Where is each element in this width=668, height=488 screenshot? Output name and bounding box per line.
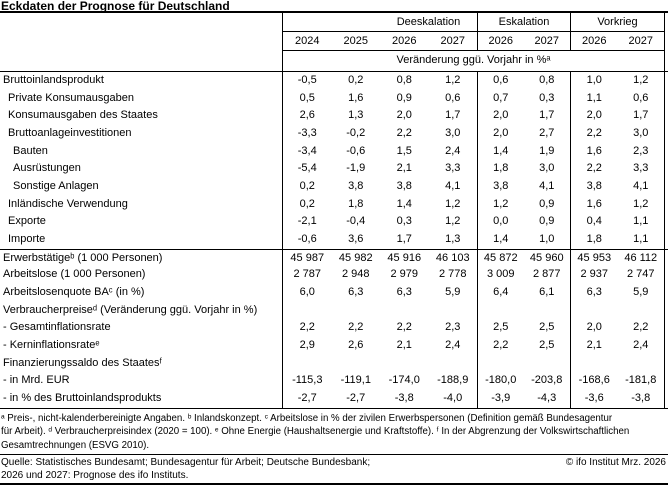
footnote-line: für Arbeit). ᵈ Verbraucherpreisindex (2020 = 100). ᵉ Ohne Energie (Haushaltsenergie und Kraftstoffe). ᶠ In der Abgrenzung der Volkswirtschaftlichen xyxy=(1,426,630,438)
scenario-header-row xyxy=(0,13,668,32)
table-row xyxy=(0,143,668,161)
value-cell xyxy=(618,355,666,373)
year-column-header: 2025 xyxy=(332,32,381,51)
value-cell: 45 953 xyxy=(570,250,618,267)
value-cell: 2,0 xyxy=(396,109,412,122)
value-cell: 1,5 xyxy=(396,144,412,157)
table-row xyxy=(0,372,668,390)
value-cell: 3,3 xyxy=(618,160,666,178)
value-cell: 0,4 xyxy=(570,213,618,231)
source-line: 2026 und 2027: Prognose des ifo Instituts. xyxy=(1,469,189,481)
value-cell: 4,1 xyxy=(539,180,555,193)
row-label: Inländische Verwendung xyxy=(0,196,283,214)
value-cell: 1,4 xyxy=(477,231,524,249)
year-column-header: 2024 xyxy=(283,32,332,51)
footnote-line: Gesamtrechnungen (ESVG 2010). xyxy=(1,439,150,451)
value-cell: 1,8 xyxy=(570,231,618,249)
value-cell: -188,9 xyxy=(437,374,469,387)
value-cell: 5,9 xyxy=(618,284,666,302)
value-cell: -180,0 xyxy=(477,372,524,390)
value-cell: 0,6 xyxy=(477,72,524,90)
row-label: Erwerbstätigeᵇ (1 000 Personen) xyxy=(0,250,283,267)
value-cell: 3,0 xyxy=(445,127,461,140)
table-row xyxy=(0,160,668,178)
header-label-spacer xyxy=(0,51,283,71)
table-row xyxy=(0,390,668,408)
bottom-rule xyxy=(0,483,668,485)
value-cell: -5,4 xyxy=(297,162,317,175)
value-cell: 2,4 xyxy=(445,339,461,352)
value-cell: 45 987 xyxy=(290,251,325,264)
value-cell: 45 960 xyxy=(529,251,564,264)
row-label: Finanzierungssaldo des Staatesᶠ xyxy=(0,355,283,373)
value-cell: 2,5 xyxy=(539,321,555,334)
source-block xyxy=(0,455,668,482)
value-cell: 1,4 xyxy=(477,143,524,161)
value-cell: -168,6 xyxy=(570,372,618,390)
unit-note: Veränderung ggü. Vorjahr in %ᵃ xyxy=(283,51,665,71)
value-cell xyxy=(477,302,524,320)
table-row xyxy=(0,125,668,143)
year-column-header: 2026 xyxy=(570,32,618,51)
value-cell: 0,2 xyxy=(348,74,364,86)
footnotes xyxy=(0,409,668,455)
value-cell: 0,3 xyxy=(539,91,555,104)
table-row xyxy=(0,284,668,302)
value-cell: -203,8 xyxy=(531,374,563,387)
value-cell: -181,8 xyxy=(618,372,666,390)
value-cell: 1,6 xyxy=(570,196,618,214)
value-cell: -3,4 xyxy=(297,144,317,157)
value-cell: 2,1 xyxy=(570,337,618,355)
value-cell: 3,3 xyxy=(445,162,461,175)
value-cell: 3,0 xyxy=(539,162,555,175)
value-cell: 3,8 xyxy=(570,178,618,196)
value-cell xyxy=(524,355,571,373)
table-row xyxy=(0,107,668,125)
value-cell xyxy=(570,355,618,373)
value-cell: -3,8 xyxy=(394,392,414,405)
value-cell: 1,1 xyxy=(570,90,618,108)
value-cell: 2,3 xyxy=(445,321,461,334)
value-cell: 0,0 xyxy=(477,213,524,231)
value-cell xyxy=(524,302,571,320)
value-cell: 0,8 xyxy=(539,74,555,86)
source-line: Quelle: Statistisches Bundesamt; Bundesagentur für Arbeit; Deutsche Bundesbank; xyxy=(1,456,371,468)
scenario-group-eskalation: Eskalation xyxy=(477,13,570,32)
row-label: - in Mrd. EUR xyxy=(0,372,283,390)
value-cell: 3,8 xyxy=(396,180,412,193)
table-row xyxy=(0,213,668,231)
scenario-group-deeskalation: Deeskalation xyxy=(283,13,477,32)
value-cell: 45 916 xyxy=(387,251,422,264)
year-column-header: 2027 xyxy=(429,32,478,51)
value-cell xyxy=(380,302,429,320)
table-row xyxy=(0,249,668,267)
value-cell: 6,3 xyxy=(570,284,618,302)
value-cell: 1,6 xyxy=(570,143,618,161)
value-cell: 2,4 xyxy=(618,337,666,355)
value-cell: 2,2 xyxy=(396,321,412,334)
value-cell xyxy=(618,302,666,320)
value-cell: 1,6 xyxy=(348,91,364,104)
row-label: Bruttoanlageinvestitionen xyxy=(0,125,283,143)
value-cell: 0,9 xyxy=(539,215,555,228)
value-cell: 2,2 xyxy=(570,125,618,143)
value-cell: 2,2 xyxy=(299,321,315,334)
value-cell: 2,7 xyxy=(539,127,555,140)
row-label: Ausrüstungen xyxy=(0,160,283,178)
value-cell: 1,2 xyxy=(618,196,666,214)
value-cell: 2,9 xyxy=(299,339,315,352)
value-cell: 0,8 xyxy=(396,74,412,86)
row-label: Arbeitslosenquote BAᶜ (in %) xyxy=(0,284,283,302)
value-cell: 5,9 xyxy=(445,286,461,299)
value-cell: 46 112 xyxy=(618,250,666,267)
value-cell: 2,2 xyxy=(348,321,364,334)
value-cell: 1,8 xyxy=(477,160,524,178)
value-cell: 1,1 xyxy=(618,231,666,249)
unit-note-row xyxy=(0,51,668,72)
value-cell xyxy=(332,355,381,373)
value-cell: 1,7 xyxy=(396,233,412,246)
copyright-note: © ifo Institut Mrz. 2026 xyxy=(565,456,666,468)
value-cell: 0,9 xyxy=(396,91,412,104)
value-cell: 2,2 xyxy=(396,127,412,140)
value-cell: -4,3 xyxy=(537,392,557,405)
value-cell: 2,5 xyxy=(539,339,555,352)
table-row xyxy=(0,337,668,355)
row-label: Sonstige Anlagen xyxy=(0,178,283,196)
value-cell: 3 009 xyxy=(477,266,524,284)
value-cell: 1,2 xyxy=(477,196,524,214)
value-cell: 0,2 xyxy=(299,180,315,193)
table-row xyxy=(0,266,668,284)
scenario-group-vorkrieg: Vorkrieg xyxy=(570,13,665,32)
table-row xyxy=(0,302,668,320)
year-column-header: 2026 xyxy=(380,32,429,51)
value-cell: 46 103 xyxy=(435,251,470,264)
value-cell: 1,3 xyxy=(445,233,461,246)
value-cell: 3,8 xyxy=(477,178,524,196)
value-cell: 45 872 xyxy=(477,250,524,267)
value-cell: -3,8 xyxy=(618,390,666,408)
value-cell: -2,7 xyxy=(297,392,317,405)
row-label: - Gesamtinflationsrate xyxy=(0,319,283,337)
value-cell: 2,6 xyxy=(299,109,315,122)
row-label: Verbraucherpreiseᵈ (Veränderung ggü. Vorjahr in %) xyxy=(0,302,283,320)
value-cell: 1,2 xyxy=(445,197,461,210)
value-cell: 2,0 xyxy=(477,125,524,143)
value-cell xyxy=(429,355,478,373)
value-cell: -0,6 xyxy=(297,233,317,246)
row-label: Exporte xyxy=(0,213,283,231)
years-header-row xyxy=(0,32,668,51)
value-cell: 1,0 xyxy=(570,72,618,90)
value-cell: 6,3 xyxy=(348,286,364,299)
value-cell: 0,5 xyxy=(299,91,315,104)
value-cell: -3,9 xyxy=(477,390,524,408)
value-cell: 2,6 xyxy=(348,339,364,352)
value-cell: -119,1 xyxy=(340,374,371,387)
value-cell: 2 747 xyxy=(618,266,666,284)
value-cell: 2 787 xyxy=(293,268,322,281)
row-label: Bruttoinlandsprodukt xyxy=(0,72,283,90)
value-cell: 1,1 xyxy=(618,213,666,231)
value-cell: 6,4 xyxy=(477,284,524,302)
value-cell: -4,0 xyxy=(443,392,463,405)
table-row xyxy=(0,319,668,337)
value-cell: 2 877 xyxy=(532,268,561,281)
value-cell: 1,0 xyxy=(539,233,555,246)
value-cell: 2 937 xyxy=(570,266,618,284)
value-cell: -115,3 xyxy=(292,374,323,387)
value-cell xyxy=(380,355,429,373)
value-cell: 6,0 xyxy=(299,286,315,299)
value-cell: 1,7 xyxy=(539,109,555,122)
value-cell: 1,2 xyxy=(445,74,461,86)
value-cell: 4,1 xyxy=(445,180,461,193)
value-cell: 2,1 xyxy=(396,162,412,175)
value-cell: 3,6 xyxy=(348,233,364,246)
value-cell: 2,0 xyxy=(570,107,618,125)
forecast-table xyxy=(0,13,668,409)
page-title: Eckdaten der Prognose für Deutschland xyxy=(0,0,668,13)
year-column-header: 2026 xyxy=(477,32,524,51)
row-label: - Kerninflationsrateᵉ xyxy=(0,337,283,355)
table-row xyxy=(0,90,668,108)
value-cell: -2,7 xyxy=(346,392,366,405)
value-cell xyxy=(570,302,618,320)
value-cell: 1,8 xyxy=(348,197,364,210)
value-cell: 6,3 xyxy=(396,286,412,299)
value-cell: 2,4 xyxy=(445,144,461,157)
row-label: Private Konsumausgaben xyxy=(0,90,283,108)
value-cell: 1,2 xyxy=(445,215,461,228)
row-label: Arbeitslose (1 000 Personen) xyxy=(0,266,283,284)
table-row xyxy=(0,355,668,373)
value-cell xyxy=(283,302,332,320)
value-cell: 0,7 xyxy=(477,90,524,108)
value-cell: 1,2 xyxy=(618,72,666,90)
value-cell: -3,6 xyxy=(570,390,618,408)
year-column-header: 2027 xyxy=(618,32,666,51)
value-cell: 0,3 xyxy=(396,215,412,228)
value-cell: 0,6 xyxy=(618,90,666,108)
row-label: Importe xyxy=(0,231,283,249)
value-cell: -0,5 xyxy=(297,74,317,86)
value-cell: 3,0 xyxy=(618,125,666,143)
table-row xyxy=(0,196,668,214)
value-cell: 6,1 xyxy=(539,286,555,299)
value-cell: 1,7 xyxy=(618,107,666,125)
value-cell: 2,2 xyxy=(618,319,666,337)
value-cell: 2,2 xyxy=(570,160,618,178)
value-cell: 2,1 xyxy=(396,339,412,352)
value-cell xyxy=(477,355,524,373)
value-cell: -2,1 xyxy=(297,215,317,228)
value-cell: -0,2 xyxy=(346,127,366,140)
value-cell: 3,8 xyxy=(348,180,364,193)
value-cell: 0,2 xyxy=(299,197,315,210)
value-cell xyxy=(429,302,478,320)
value-cell: 45 982 xyxy=(338,251,373,264)
table-body xyxy=(0,72,668,409)
row-label: Konsumausgaben des Staates xyxy=(0,107,283,125)
table-row xyxy=(0,72,668,90)
value-cell: 2,0 xyxy=(570,319,618,337)
value-cell: 2 778 xyxy=(438,268,467,281)
value-cell: 0,9 xyxy=(539,197,555,210)
value-cell: -3,3 xyxy=(297,127,317,140)
footnote-line: ᵃ Preis-, nicht-kalenderbereinigte Angaben. ᵇ Inlandskonzept. ᶜ Arbeitslose in % der zivilen Erwerbspersonen (Definition gemäß Bundesagentur xyxy=(1,412,613,424)
value-cell: -1,9 xyxy=(346,162,366,175)
year-column-header: 2027 xyxy=(524,32,571,51)
value-cell: 1,4 xyxy=(396,197,412,210)
value-cell: 4,1 xyxy=(618,178,666,196)
header-label-spacer xyxy=(0,13,283,32)
row-label: - in % des Bruttoinlandsprodukts xyxy=(0,390,283,408)
row-label: Bauten xyxy=(0,143,283,161)
value-cell xyxy=(332,302,381,320)
value-cell: 2,5 xyxy=(477,319,524,337)
value-cell: 1,7 xyxy=(445,109,461,122)
value-cell: 2,2 xyxy=(477,337,524,355)
value-cell: 2 948 xyxy=(341,268,370,281)
value-cell: 1,3 xyxy=(348,109,364,122)
value-cell: -0,6 xyxy=(346,144,366,157)
value-cell xyxy=(283,355,332,373)
value-cell: -174,0 xyxy=(388,374,420,387)
value-cell: 2,0 xyxy=(477,107,524,125)
header-label-spacer xyxy=(0,32,283,51)
value-cell: 2,3 xyxy=(618,143,666,161)
table-row xyxy=(0,231,668,249)
table-row xyxy=(0,178,668,196)
value-cell: 1,9 xyxy=(539,144,555,157)
value-cell: 0,6 xyxy=(445,91,461,104)
value-cell: -0,4 xyxy=(346,215,366,228)
value-cell: 2 979 xyxy=(390,268,419,281)
